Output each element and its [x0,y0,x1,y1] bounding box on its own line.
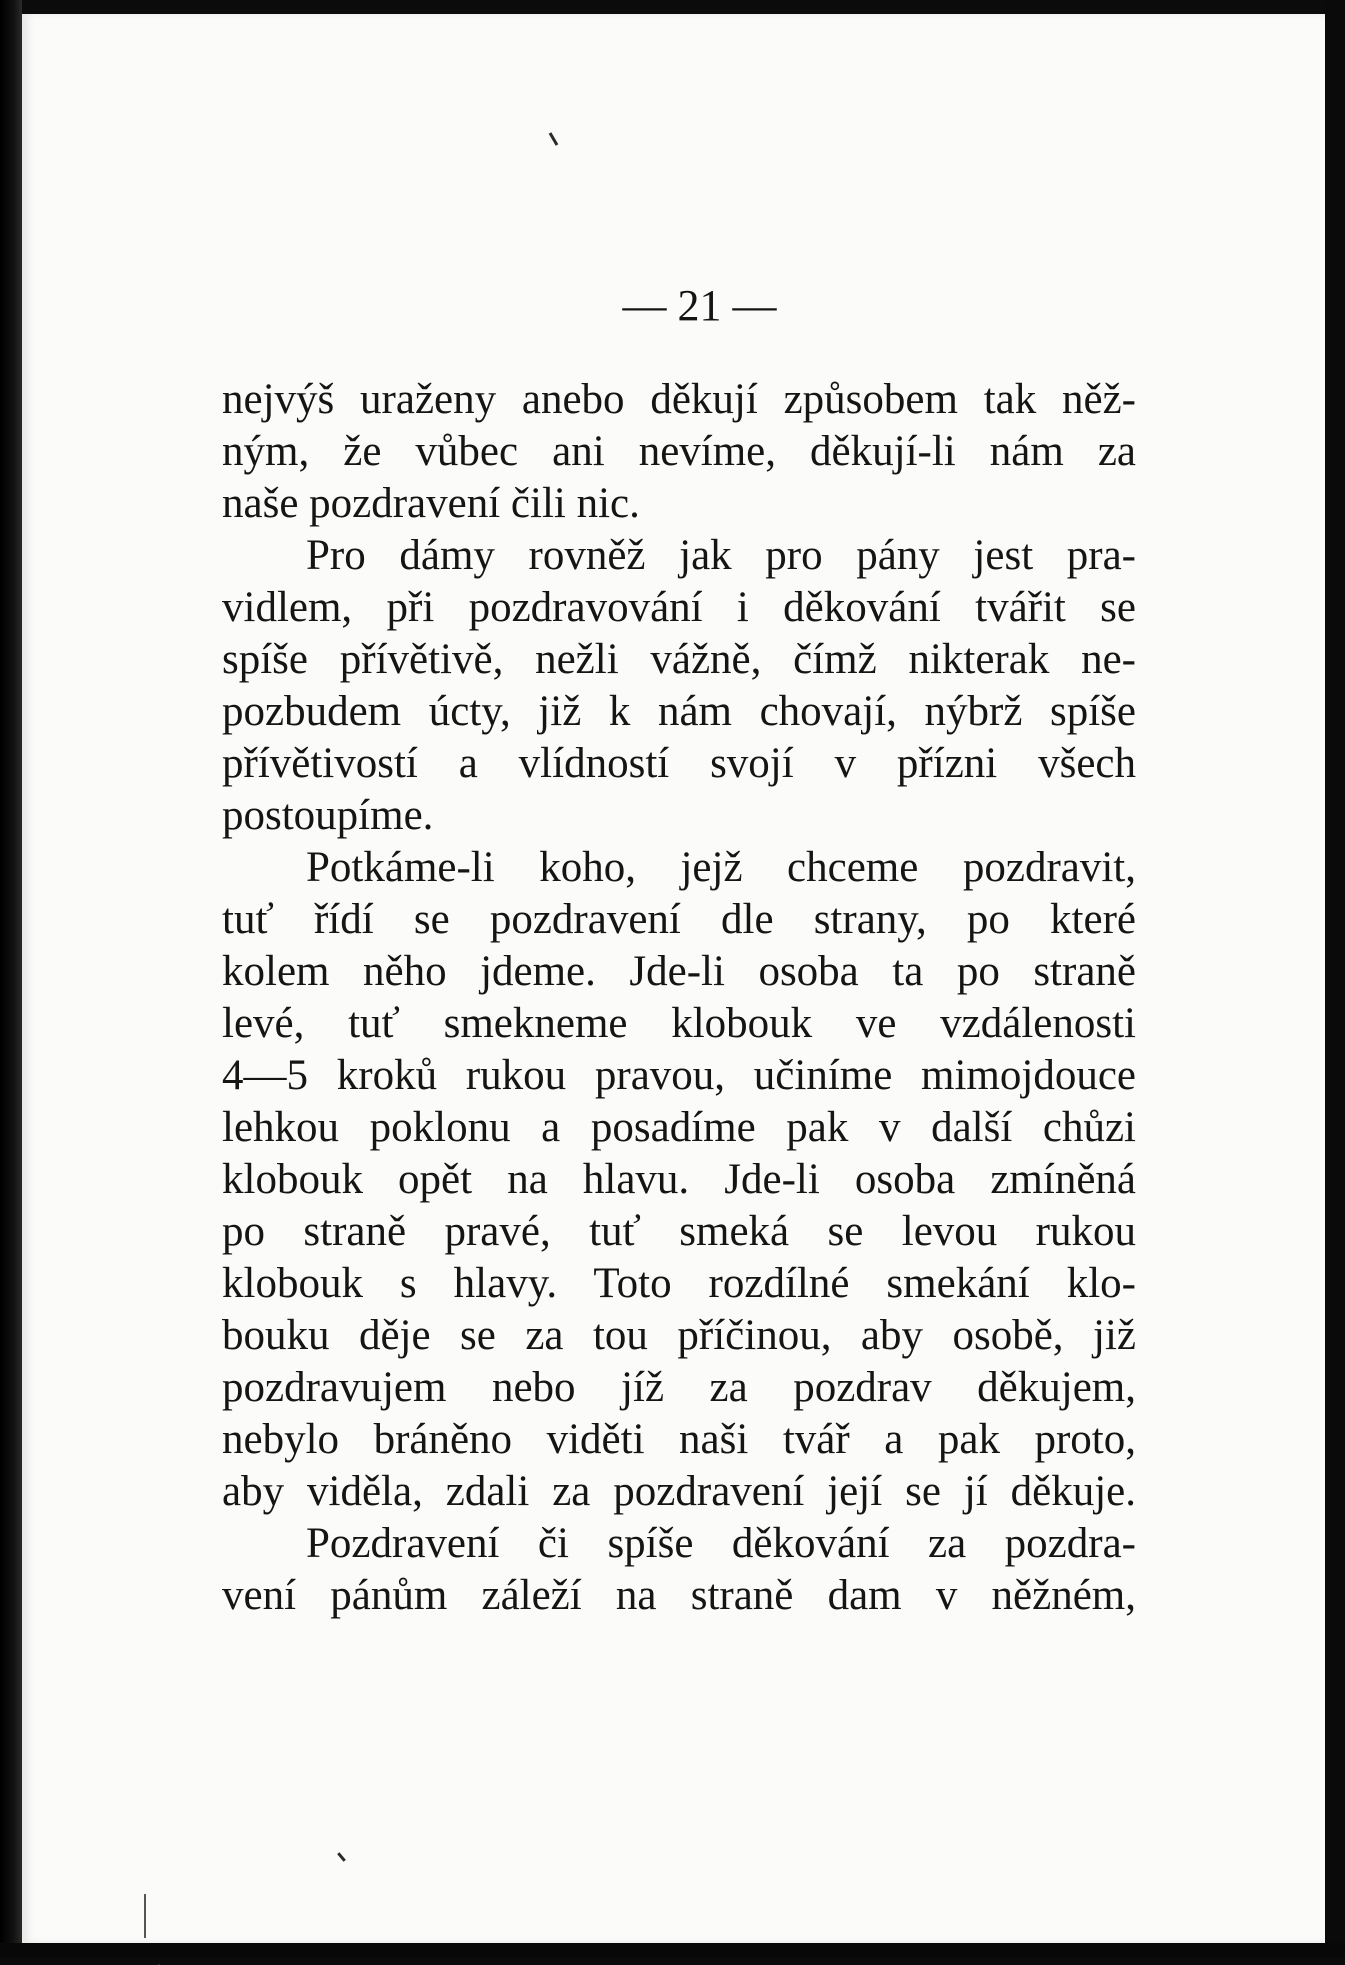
text-line: vidlem, při pozdravování i děkování tvářit se [222,584,1136,631]
scan-speck [549,132,559,146]
text-line: ným, že vůbec ani nevíme, děkují-li nám za [222,428,1136,475]
text-line: aby viděla, zdali za pozdravení její se jí děkuje. [222,1468,1136,1515]
binding-edge [0,0,22,1957]
text-line: naše pozdravení čili nic. [222,480,640,527]
text-line: 4—5 kroků rukou pravou, učiníme mimojdouce [222,1052,1136,1099]
text-line: klobouk s hlavy. Toto rozdílné smekání klo- [222,1260,1136,1307]
bottom-scan-edge [0,1943,1345,1957]
text-line: nejvýš uraženy anebo děkují způsobem tak něž- [222,376,1136,423]
text-line: pozbudem úcty, již k nám chovají, nýbrž spíše [222,688,1136,735]
book-page [22,14,1325,1943]
scan-speck [337,1852,346,1862]
text-line: bouku děje se za tou příčinou, aby osobě, již [222,1312,1136,1359]
text-line: vení pánům záleží na straně dam v něžném, [222,1572,1136,1619]
text-line: tuť řídí se pozdravení dle strany, po které [222,896,1136,943]
text-line: kolem něho jdeme. Jde-li osoba ta po straně [222,948,1136,995]
right-scan-edge [1325,0,1345,1957]
text-line: levé, tuť smekneme klobouk ve vzdálenosti [222,1000,1136,1047]
text-line: lehkou poklonu a posadíme pak v další chůzi [222,1104,1136,1151]
text-line: Potkáme-li koho, jejž chceme pozdravit, [306,844,1136,891]
text-line: pozdravujem nebo jíž za pozdrav děkujem, [222,1364,1136,1411]
text-line: přívětivostí a vlídností svojí v přízni všech [222,740,1136,787]
text-line: po straně pravé, tuť smeká se levou rukou [222,1208,1136,1255]
text-line: nebylo bráněno viděti naši tvář a pak proto, [222,1416,1136,1463]
page-number: — 21 — [622,281,777,330]
text-line: postoupíme. [222,792,434,839]
scan-speck [144,1894,146,1938]
text-line: spíše přívětivě, nežli vážně, čímž nikterak ne- [222,636,1136,683]
text-line: klobouk opět na hlavu. Jde-li osoba zmíněná [222,1156,1136,1203]
text-line: Pozdravení či spíše děkování za pozdra- [306,1520,1136,1567]
text-line: Pro dámy rovněž jak pro pány jest pra- [306,532,1136,579]
body-text [222,374,1136,1622]
